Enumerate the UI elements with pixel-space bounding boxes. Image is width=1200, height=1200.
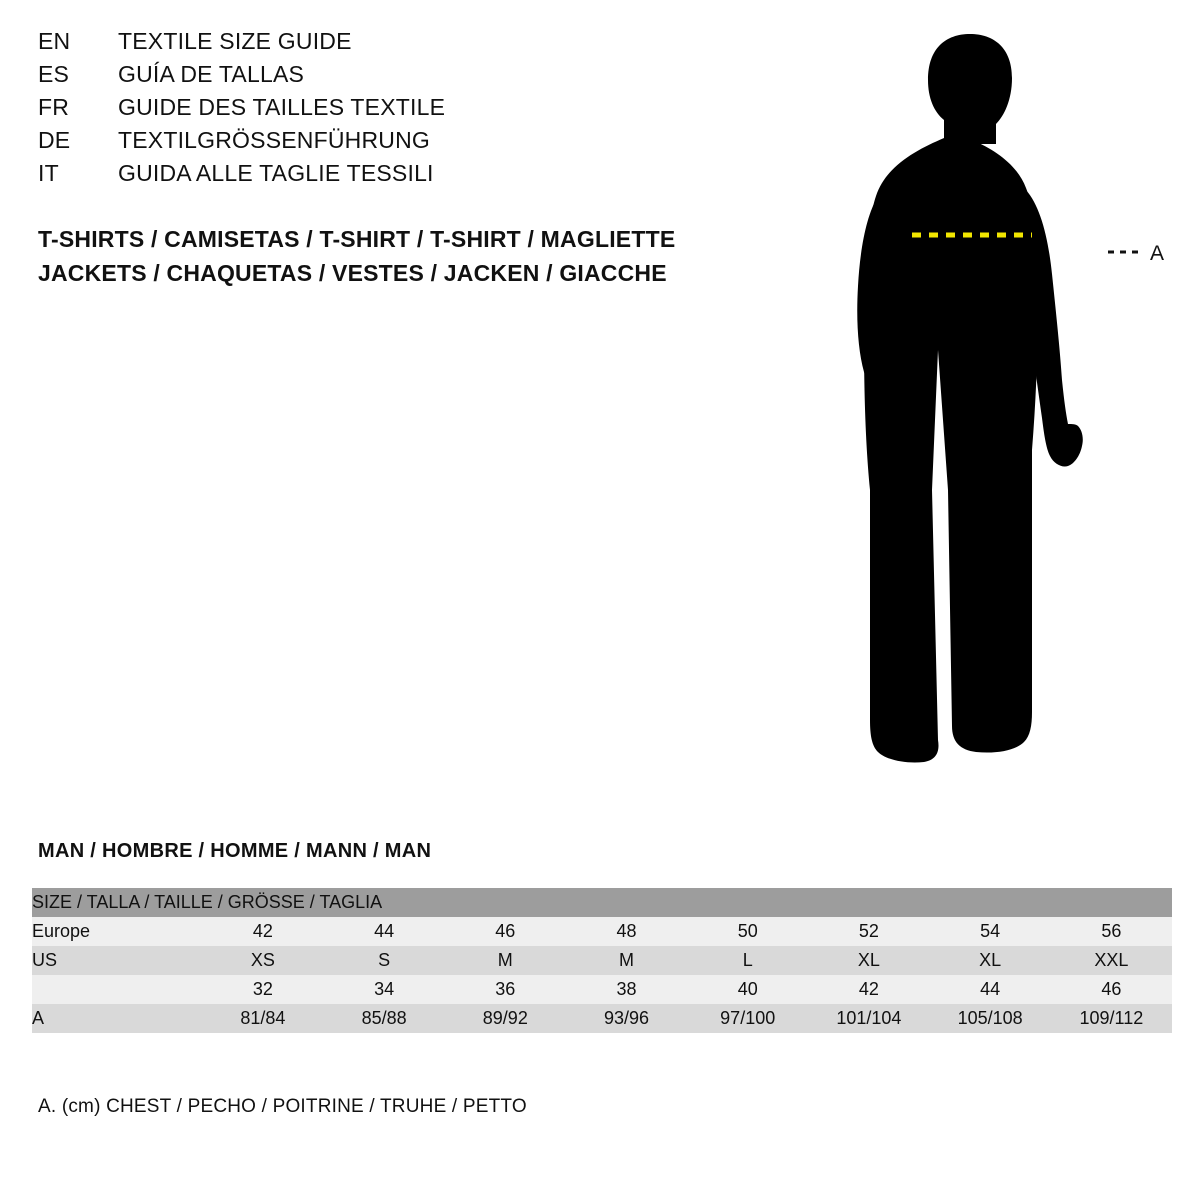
cell-numeric-3: 36 <box>445 975 566 1004</box>
measure-leader-dashes <box>1108 245 1142 259</box>
size-table <box>32 888 1172 1033</box>
cell-us-6: XL <box>808 946 929 975</box>
table-row <box>32 946 1172 975</box>
cell-us-7: XL <box>930 946 1051 975</box>
row-label-numeric <box>32 975 202 1004</box>
cell-us-2: S <box>324 946 445 975</box>
category-tshirts: T-SHIRTS / CAMISETAS / T-SHIRT / T-SHIRT / MAGLIETTE <box>38 226 676 252</box>
cell-europe-8: 56 <box>1051 917 1172 946</box>
language-text-es: GUÍA DE TALLAS <box>118 61 305 87</box>
cell-a-2: 85/88 <box>324 1004 445 1033</box>
cell-a-6: 101/104 <box>808 1004 929 1033</box>
language-text-it: GUIDA ALLE TAGLIE TESSILI <box>118 160 434 186</box>
cell-us-5: L <box>687 946 808 975</box>
table-row <box>32 1004 1172 1033</box>
language-code-es: ES <box>38 61 70 87</box>
cell-us-8: XXL <box>1051 946 1172 975</box>
table-footnote: A. (cm) CHEST / PECHO / POITRINE / TRUHE / PETTO <box>38 1096 527 1117</box>
table-row <box>32 975 1172 1004</box>
category-jackets: JACKETS / CHAQUETAS / VESTES / JACKEN / GIACCHE <box>38 260 667 286</box>
language-row-it <box>38 160 738 193</box>
cell-europe-7: 54 <box>930 917 1051 946</box>
row-label-us: US <box>32 946 202 975</box>
language-code-en: EN <box>38 28 71 54</box>
language-code-fr: FR <box>38 94 70 120</box>
cell-numeric-6: 42 <box>808 975 929 1004</box>
cell-a-5: 97/100 <box>687 1004 808 1033</box>
cell-numeric-7: 44 <box>930 975 1051 1004</box>
row-label-europe: Europe <box>32 917 202 946</box>
cell-numeric-8: 46 <box>1051 975 1172 1004</box>
cell-europe-1: 42 <box>202 917 323 946</box>
language-row-es <box>38 61 738 94</box>
cell-a-1: 81/84 <box>202 1004 323 1033</box>
body-figure <box>820 20 1180 790</box>
cell-numeric-1: 32 <box>202 975 323 1004</box>
language-text-en: TEXTILE SIZE GUIDE <box>118 28 352 54</box>
table-header-label: SIZE / TALLA / TAILLE / GRÖSSE / TAGLIA <box>32 888 1172 917</box>
language-code-it: IT <box>38 160 59 186</box>
cell-europe-2: 44 <box>324 917 445 946</box>
language-row-fr <box>38 94 738 127</box>
cell-a-4: 93/96 <box>566 1004 687 1033</box>
cell-a-3: 89/92 <box>445 1004 566 1033</box>
cell-numeric-4: 38 <box>566 975 687 1004</box>
row-label-a: A <box>32 1004 202 1033</box>
language-text-de: TEXTILGRÖSSENFÜHRUNG <box>118 127 430 153</box>
cell-a-7: 105/108 <box>930 1004 1051 1033</box>
cell-europe-6: 52 <box>808 917 929 946</box>
cell-us-1: XS <box>202 946 323 975</box>
table-header-row <box>32 888 1172 917</box>
cell-a-8: 109/112 <box>1051 1004 1172 1033</box>
cell-europe-5: 50 <box>687 917 808 946</box>
cell-numeric-5: 40 <box>687 975 808 1004</box>
language-text-fr: GUIDE DES TAILLES TEXTILE <box>118 94 446 120</box>
cell-us-4: M <box>566 946 687 975</box>
cell-numeric-2: 34 <box>324 975 445 1004</box>
measure-label-a: A <box>1150 242 1165 265</box>
table-group-title: MAN / HOMBRE / HOMME / MANN / MAN <box>38 840 432 862</box>
language-row-en <box>38 28 738 61</box>
language-code-de: DE <box>38 127 71 153</box>
language-row-de <box>38 127 738 160</box>
cell-europe-3: 46 <box>445 917 566 946</box>
category-list <box>38 222 798 290</box>
language-list <box>38 28 738 193</box>
table-row <box>32 917 1172 946</box>
cell-us-3: M <box>445 946 566 975</box>
cell-europe-4: 48 <box>566 917 687 946</box>
